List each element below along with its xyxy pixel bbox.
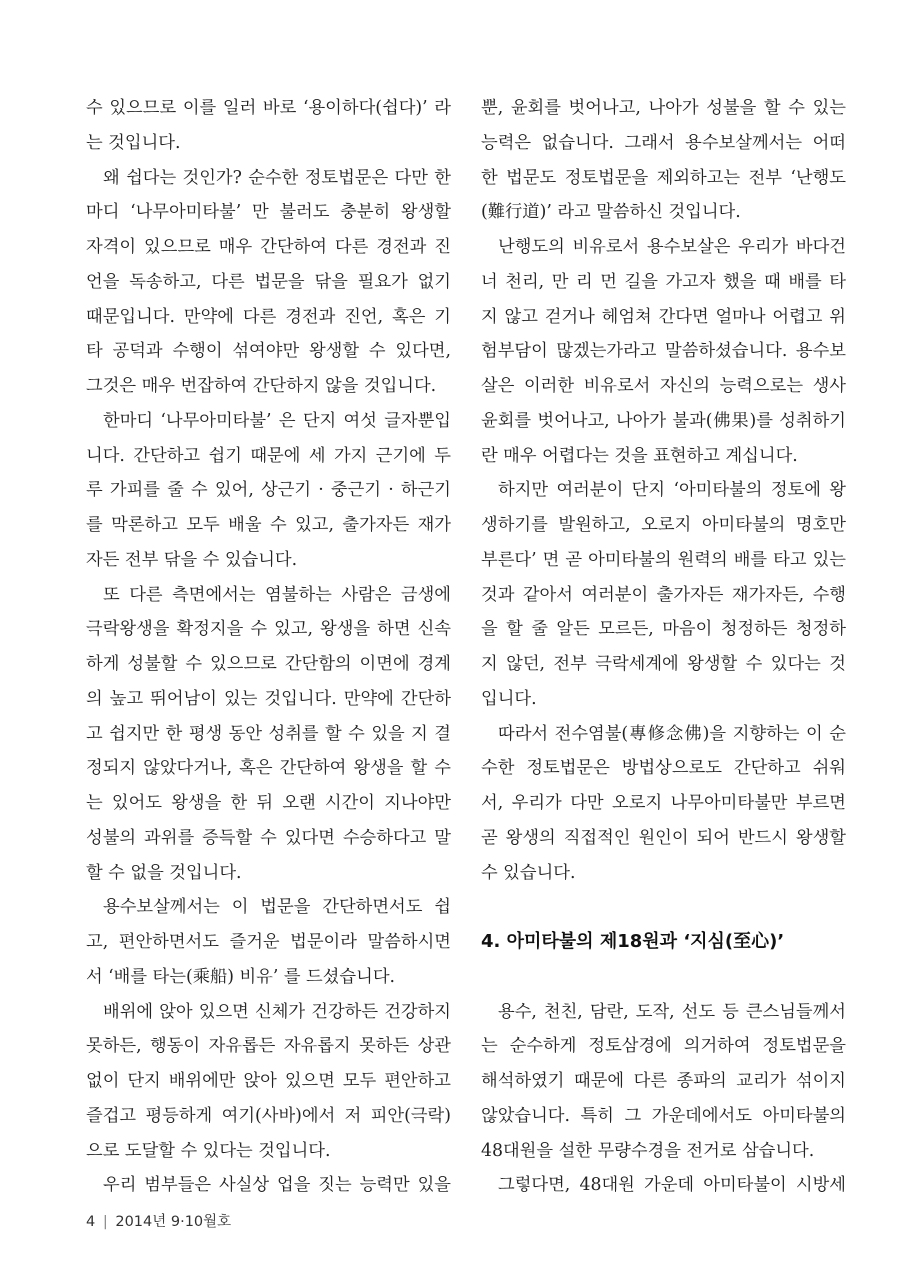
text-line: 즐겁고 평등하게 여기(사바)에서 저 피안(극락) (86, 1105, 451, 1126)
text-line: 니다. 간단하고 쉽기 때문에 세 가지 근기에 두 (86, 445, 451, 466)
text-line: 의 높고 뛰어남이 있는 것입니다. 만약에 간단하 (86, 688, 451, 709)
text-line: 난행도의 비유로서 용수보살은 우리가 바다건 (498, 237, 846, 257)
text-line: 하지만 여러분이 단지 ‘아미타불의 정토에 왕 (498, 480, 846, 501)
text-line: 는 있어도 왕생을 한 뒤 오랜 시간이 지나야만 (86, 793, 451, 813)
text-line: 또 다른 측면에서는 염불하는 사람은 금생에 (103, 584, 451, 605)
text-line: 수한 정토법문은 방법상으로도 간단하고 쉬워 (481, 758, 846, 779)
text-line: 는 순수하게 정토삼경에 의거하여 정토법문을 (481, 1036, 846, 1057)
text-line: 윤회를 벗어나고, 나아가 불과(佛果)를 성취하기 (481, 410, 846, 431)
text-line: 한마디 ‘나무아미타불’ 은 단지 여섯 글자뿐입 (103, 410, 451, 431)
blank-line (481, 960, 846, 995)
page-footer (86, 1210, 231, 1231)
text-line: 하게 성불할 수 있으므로 간단함의 이면에 경계 (86, 654, 451, 674)
footer-separator: | (102, 1214, 108, 1230)
text-line: 는 것입니다. (86, 132, 181, 153)
issue-label: 2014년 9·10월호 (115, 1214, 232, 1230)
text-line: 능력은 없습니다. 그래서 용수보살께서는 어떠 (481, 132, 846, 153)
text-line: 그렇다면, 48대원 가운데 아미타불이 시방세 (498, 1175, 846, 1196)
left-column (86, 91, 451, 1203)
text-line: 으로 도달할 수 있다는 것입니다. (86, 1140, 331, 1161)
text-line: 못하든, 행동이 자유롭든 자유롭지 못하든 상관 (86, 1036, 451, 1057)
page-number: 4 (86, 1214, 96, 1230)
text-line: 한 법문도 정토법문을 제외하고는 전부 ‘난행도 (481, 167, 846, 188)
text-line: 마디 ‘나무아미타불’ 만 불러도 충분히 왕생할 (86, 202, 451, 223)
text-line: 수 있으므로 이를 일러 바로 ‘용이하다(쉽다)’ 라 (86, 98, 451, 118)
text-line: 너 천리, 만 리 먼 길을 가고자 했을 때 배를 타 (481, 271, 846, 292)
text-line: 타 공덕과 수행이 섞여야만 왕생할 수 있다면, (86, 341, 451, 362)
text-line: 뿐, 윤회를 벗어나고, 나아가 성불을 할 수 있는 (481, 98, 846, 118)
text-line: 할 수 없을 것입니다. (86, 862, 242, 883)
section-heading: 4. 아미타불의 제18원과 ‘지심(至心)’ (481, 931, 785, 952)
text-line: 자격이 있으므로 매우 간단하여 다른 경전과 진 (86, 237, 451, 257)
text-line: (難行道)’ 라고 말씀하신 것입니다. (481, 202, 741, 223)
text-line: 고, 편안하면서도 즐거운 법문이라 말씀하시면 (86, 932, 451, 952)
text-line: 부른다’ 면 곧 아미타불의 원력의 배를 타고 있는 (481, 549, 846, 570)
text-line: 험부담이 많겠는가라고 말씀하셨습니다. 용수보 (481, 341, 846, 362)
text-line: 성불의 과위를 증득할 수 있다면 수승하다고 말 (86, 827, 451, 848)
text-line: 고 쉽지만 한 평생 동안 성취를 할 수 있을 지 결 (86, 723, 451, 744)
text-line: 입니다. (481, 688, 537, 709)
text-line: 않았습니다. 특히 그 가운데에서도 아미타불의 (481, 1105, 846, 1126)
text-line: 없이 단지 배위에만 앉아 있으면 모두 편안하고 (86, 1071, 451, 1091)
text-line: 루 가피를 줄 수 있어, 상근기 · 중근기 · 하근기 (86, 480, 451, 501)
text-line: 지 않던, 전부 극락세계에 왕생할 수 있다는 것 (481, 654, 846, 674)
text-line: 살은 이러한 비유로서 자신의 능력으로는 생사 (481, 376, 846, 396)
text-line: 서, 우리가 다만 오로지 나무아미타불만 부르면 (481, 793, 846, 813)
text-line: 용수, 천친, 담란, 도작, 선도 등 큰스님들께서 (498, 1001, 846, 1022)
text-line: 란 매우 어렵다는 것을 표현하고 계십니다. (481, 445, 798, 466)
text-line: 정되지 않았다거나, 혹은 간단하여 왕생을 할 수 (86, 758, 451, 779)
text-line: 그것은 매우 번잡하여 간단하지 않을 것입니다. (86, 376, 437, 396)
text-line: 우리 범부들은 사실상 업을 짓는 능력만 있을 (103, 1175, 451, 1196)
text-line: 지 않고 걷거나 헤엄쳐 간다면 얼마나 어렵고 위 (481, 306, 846, 327)
text-line: 서 ‘배를 타는(乘船) 비유’ 를 드셨습니다. (86, 966, 396, 987)
text-line: 곧 왕생의 직접적인 원인이 되어 반드시 왕생할 (481, 827, 846, 848)
text-line: 배위에 앉아 있으면 신체가 건강하든 건강하지 (103, 1001, 451, 1022)
text-line: 생하기를 발원하고, 오로지 아미타불의 명호만 (481, 515, 846, 535)
text-line: 왜 쉽다는 것인가? 순수한 정토법문은 다만 한 (103, 167, 451, 188)
text-line: 48대원을 설한 무량수경을 전거로 삼습니다. (481, 1140, 815, 1161)
text-line: 를 막론하고 모두 배울 수 있고, 출가자든 재가 (86, 515, 451, 535)
text-line: 해석하였기 때문에 다른 종파의 교리가 섞이지 (481, 1071, 846, 1091)
text-line: 자든 전부 닦을 수 있습니다. (86, 549, 298, 570)
text-line: 용수보살께서는 이 법문을 간단하면서도 쉽 (103, 897, 451, 918)
text-line: 을 할 줄 알든 모르든, 마음이 청정하든 청정하 (481, 619, 846, 640)
text-line: 것과 같아서 여러분이 출가자든 재가자든, 수행 (481, 584, 846, 605)
text-line: 수 있습니다. (481, 862, 576, 883)
text-line: 언을 독송하고, 다른 법문을 닦을 필요가 없기 (86, 271, 451, 292)
right-column (481, 91, 846, 1203)
text-line: 때문입니다. 만약에 다른 경전과 진언, 혹은 기 (86, 306, 451, 327)
text-line: 극락왕생을 확정지을 수 있고, 왕생을 하면 신속 (86, 619, 451, 640)
blank-line (481, 890, 846, 925)
text-line: 따라서 전수염불(專修念佛)을 지향하는 이 순 (498, 723, 846, 744)
